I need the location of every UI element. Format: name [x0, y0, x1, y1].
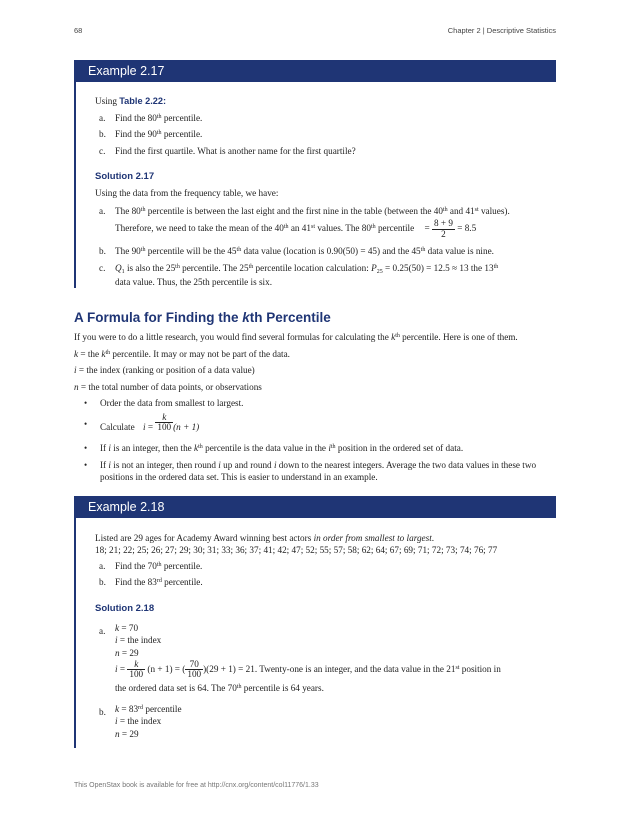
- bullet-item: • Order the data from smallest to largest.: [84, 398, 244, 408]
- footer-note: This OpenStax book is available for free at http://cnx.org/content/col11776/1.33: [74, 782, 319, 789]
- example-2-18-intro: Listed are 29 ages for Academy Award winning best actors in order from smallest to largest. 18; 21; 22; 25; 26; 27; 29; 30; 31; 33; 36; 37; 41; 42; 47; 52; 55; 57; 58; 62; 64; 67; 69; 71; 72; 73; 74; 76; 77: [95, 532, 555, 557]
- solution-item-c: c. $Q_1$ is also the 25th percentile. The 25th percentile location calculation: $P_{25} = 0.25(50) = 12.5 \approx 13$ the 13th data value. Thus, the 25th percentile is six.: [99, 263, 499, 288]
- list-item: b. Find the 83rd percentile.: [99, 577, 203, 587]
- definition-k: k = the $k^{th}$ percentile. It may or may not be part of the data.: [74, 349, 290, 359]
- list-item: b. Find the 90th percentile.: [99, 129, 203, 139]
- section-intro: If you were to do a little research, you would find several formulas for calculating the $k^{th}$ percentile. Here is one of them.: [74, 332, 518, 342]
- example-2-18-title: Example 2.18: [76, 496, 556, 518]
- list-item: a. Find the 80th percentile.: [99, 113, 203, 123]
- example-2-17-title: Example 2.17: [76, 60, 556, 82]
- page-number: 68: [74, 26, 83, 35]
- solution-2-17-intro: Using the data from the frequency table, we have:: [95, 188, 279, 198]
- list-item: c. Find the first quartile. What is another name for the first quartile?: [99, 146, 356, 156]
- solution-2-18-title: Solution 2.18: [95, 603, 155, 614]
- table-2-22-link[interactable]: Table 2.22: [119, 96, 163, 106]
- solution-item-b: b. k = 83rd percentile i = the index n = 29: [99, 704, 182, 739]
- definition-n: n = the total number of data points, or observations: [74, 382, 262, 392]
- chapter-header: Chapter 2 | Descriptive Statistics: [447, 26, 556, 35]
- bullet-item: • If i is an integer, then the $k^{th}$ percentile is the data value in the $i^{th}$ position in the ordered set of data.: [84, 443, 464, 453]
- solution-item-b: b. The 90th percentile will be the 45th data value (location is 0.90(50) = 45) and the 45th data value is nine.: [99, 246, 494, 256]
- list-item: a. Find the 70th percentile.: [99, 561, 203, 571]
- bullet-item: • If i is not an integer, then round i up and round i down to the nearest integers. Average the two data values in these two positions in the ordered data set. This is easier to understand in an example.: [84, 460, 537, 483]
- fraction-70-100: $\frac{70}{100}$: [187, 659, 202, 680]
- bullet-item: • Calculate i = $\frac{k}{100}$ (n + 1): [84, 412, 200, 433]
- section-heading: A Formula for Finding the kth Percentile: [74, 310, 331, 325]
- solution-item-a: a. The 80th percentile is between the last eight and the first nine in the table (between the 40th and 41st values). Therefore, we need to take the mean of the 40th an 41st values. The 80th percentile = $\frac{8 + 9}{2}$ = 8.5: [99, 206, 510, 239]
- ages-data: 18; 21; 22; 25; 26; 27; 29; 30; 31; 33; 36; 37; 41; 42; 47; 52; 55; 57; 58; 62; 64; 67; 69; 71; 72; 73; 74; 76; 77: [95, 545, 498, 556]
- solution-2-17-title: Solution 2.17: [95, 171, 155, 182]
- fraction-k-100: $\frac{k}{100}$: [129, 659, 144, 680]
- solution-item-a: a. k = 70 i = the index n = 29 i = $\frac{k}{100}$ (n + 1) = ( $\frac{70}{100}$ )(29 + 1) = 21. Twenty-one is an integer, and the data value in the 21st position in the ordered data set is 64. The 70th percentile is 64 years.: [99, 623, 501, 693]
- example-2-17-intro: Using Table 2.22:: [95, 96, 167, 106]
- formula-fraction: $\frac{k}{100}$: [157, 412, 172, 433]
- definition-i: i = the index (ranking or position of a data value): [74, 365, 255, 375]
- mean-fraction: $\frac{8 + 9}{2}$: [433, 218, 453, 239]
